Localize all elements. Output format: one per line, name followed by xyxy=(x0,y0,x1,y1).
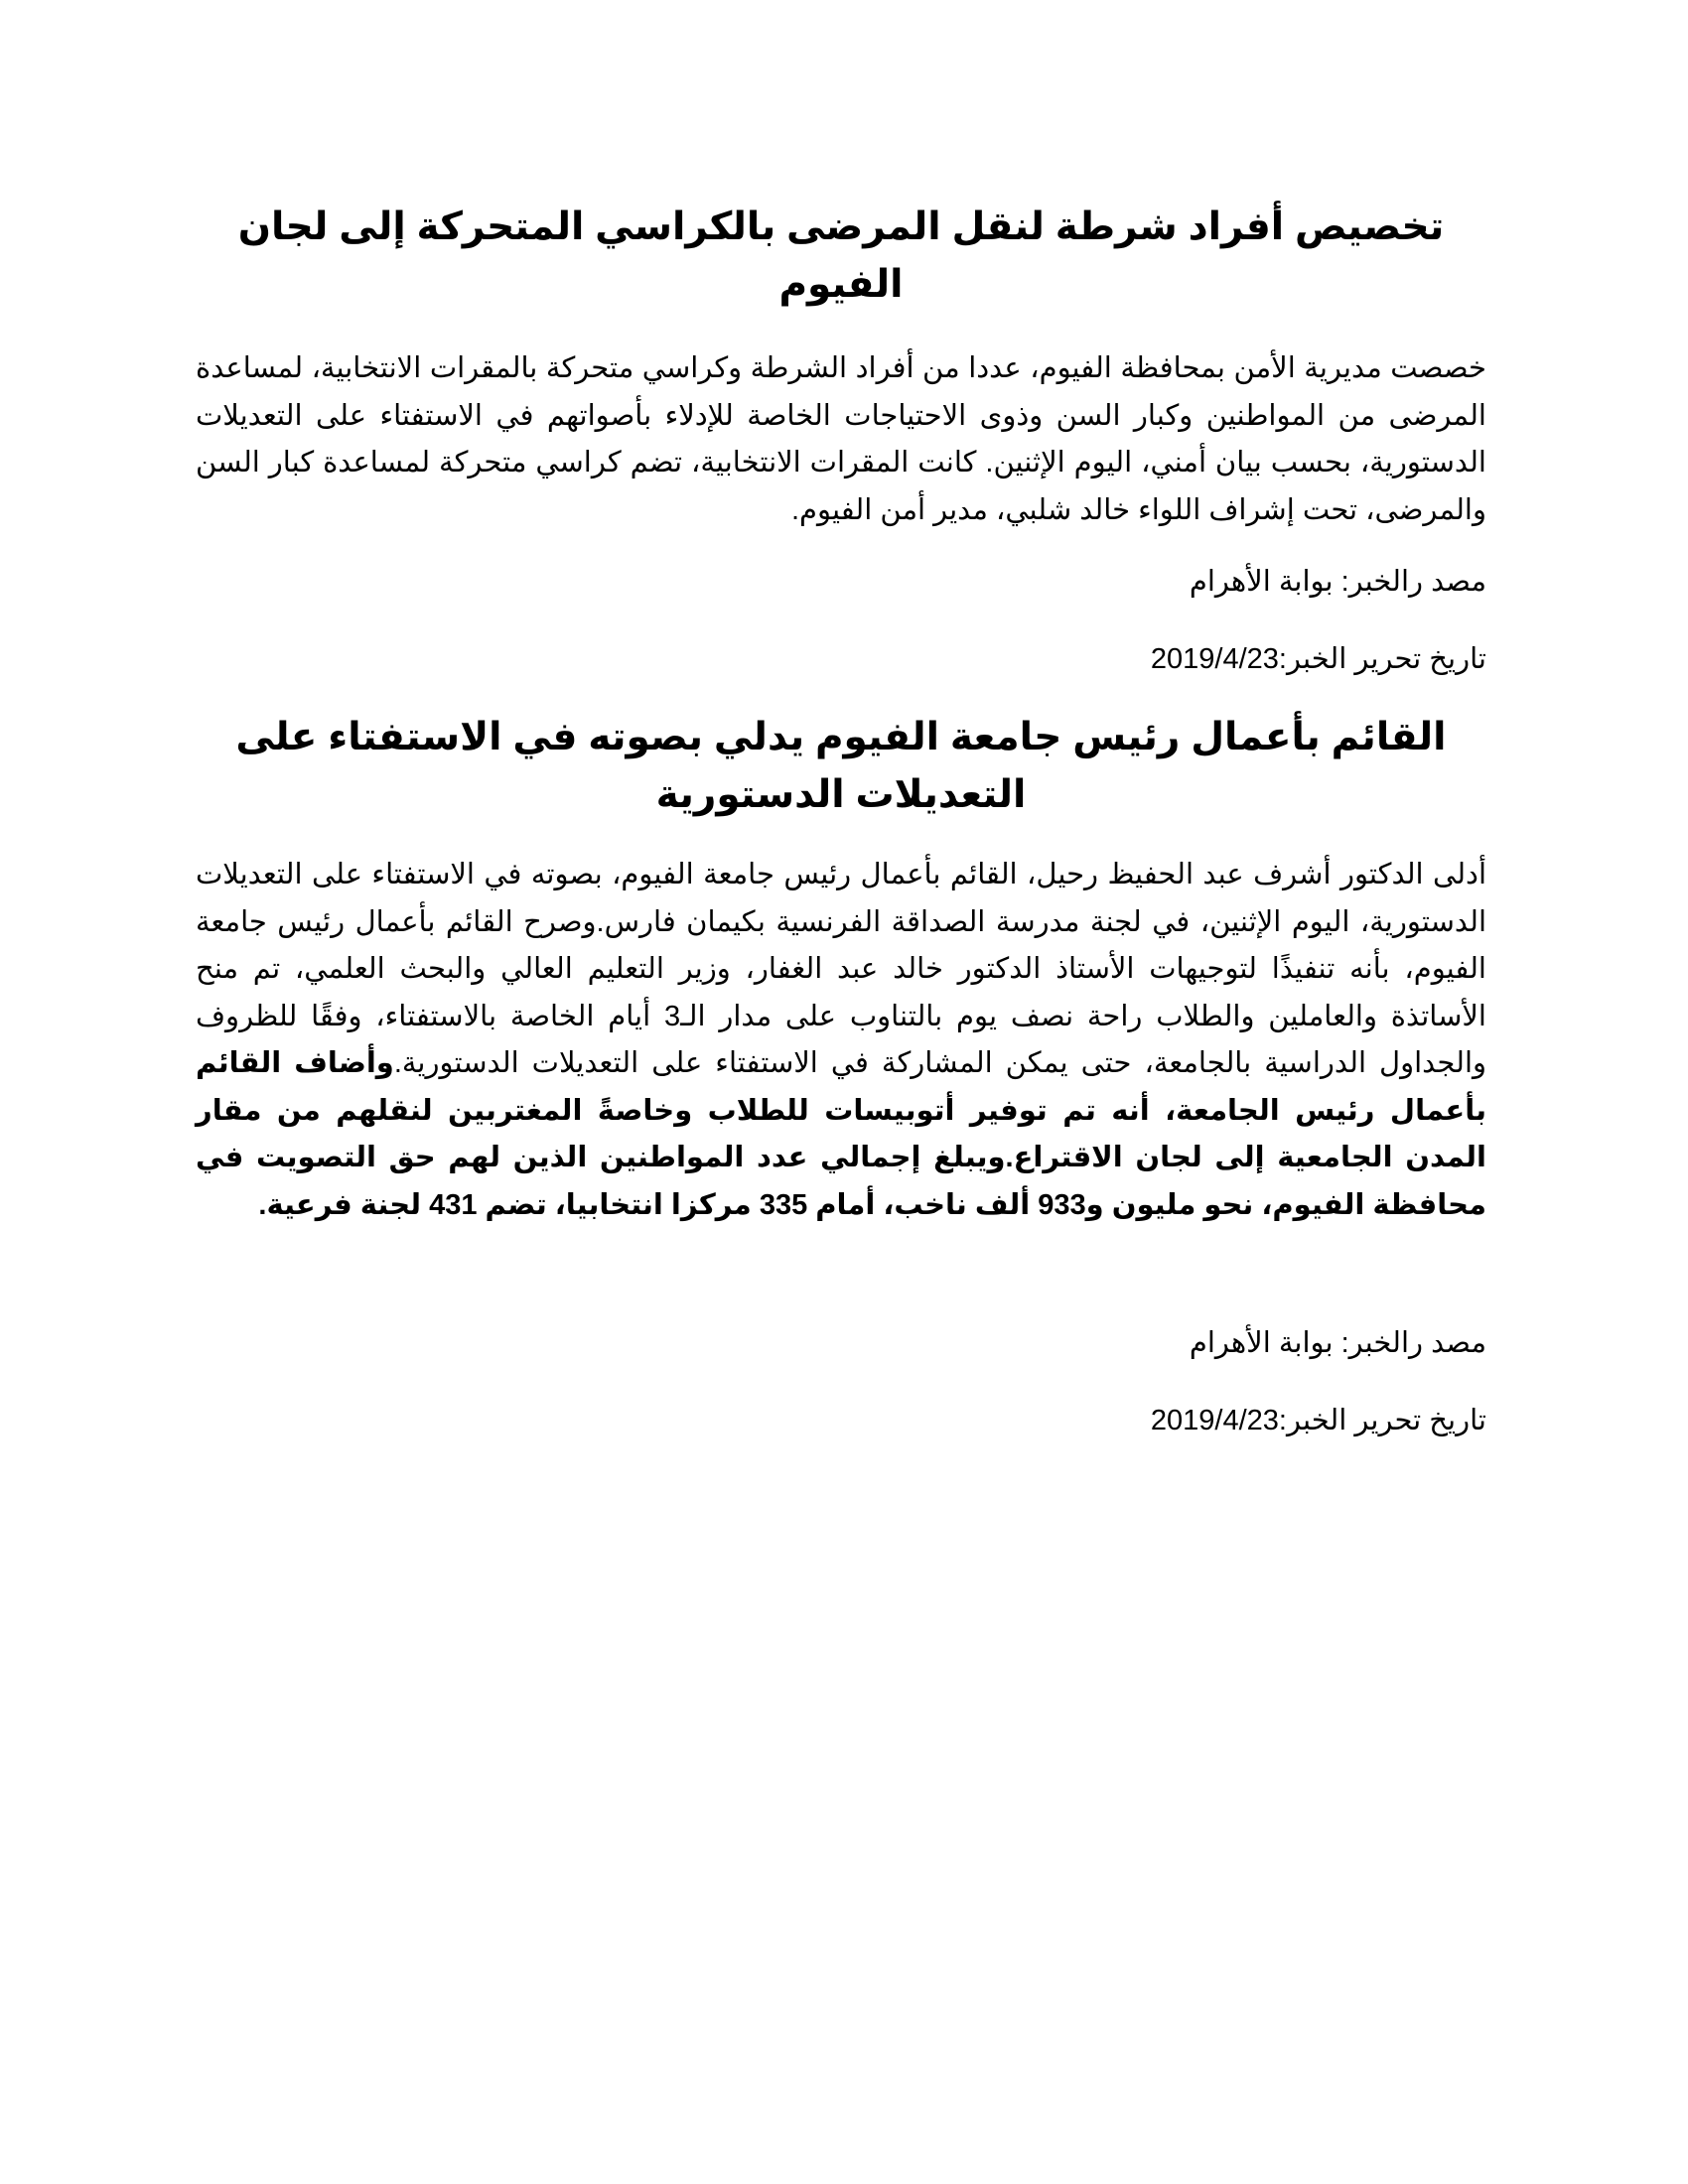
article-2-paragraph xyxy=(196,852,1486,1229)
article-2-date xyxy=(196,1401,1486,1440)
article-1-date xyxy=(196,639,1486,679)
document-content xyxy=(196,179,1486,1440)
article-2-source: مصد رالخبر: بوابة الأهرام xyxy=(1189,1327,1486,1359)
article-2-date-value: 2019/4/23 xyxy=(1150,1405,1279,1436)
article-2-title: القائم بأعمال رئيس جامعة الفيوم يدلي بصوته في الاستفتاء على التعديلات الدستورية xyxy=(235,716,1447,816)
article-2-date-label: تاريخ تحرير الخبر: xyxy=(1278,1405,1486,1436)
article-1-date-value: 2019/4/23 xyxy=(1150,643,1279,675)
article-2-paragraph-bold: وأضاف القائم بأعمال رئيس الجامعة، أنه تم توفير أتوبيسات للطلاب وخاصةً المغتربين لنقلهم من مقار المدن الجامعية إلى لجان الاقتراع.ويبلغ إجمالي عدد المواطنين الذين لهم حق التصويت في محافظة الفيوم، نحو مليون و933 ألف ناخب، أمام 335 مركزا انتخابيا، تضم 431 لجنة فرعية. xyxy=(196,1047,1486,1221)
article-1-date-label: تاريخ تحرير الخبر: xyxy=(1278,643,1486,675)
article-1-source: مصد رالخبر: بوابة الأهرام xyxy=(1189,566,1486,598)
article-1-title: تخصيص أفراد شرطة لنقل المرضى بالكراسي المتحركة إلى لجان الفيوم xyxy=(237,205,1445,306)
article-1 xyxy=(196,199,1486,679)
article-2-paragraph-regular: أدلى الدكتور أشرف عبد الحفيظ رحيل، القائم بأعمال رئيس جامعة الفيوم، بصوته في الاستفتاء على التعديلات الدستورية، اليوم الإثنين، في لجنة مدرسة الصداقة الفرنسية بكيمان فارس.وصرح القائم بأعمال رئيس جامعة الفيوم، بأنه تنفيذًا لتوجيهات الأستاذ الدكتور خالد عبد الغفار، وزير التعليم العالي والبحث العلمي، تم منح الأساتذة والعاملين والطلاب راحة نصف يوم بالتناوب على مدار الـ3 أيام الخاصة بالاستفتاء، وفقًا للظروف والجداول الدراسية بالجامعة، حتى يمكن المشاركة في الاستفتاء على التعديلات الدستورية. xyxy=(196,859,1486,1079)
article-2 xyxy=(196,709,1486,1440)
article-1-paragraph: خصصت مديرية الأمن بمحافظة الفيوم، عددا من أفراد الشرطة وكراسي متحركة بالمقرات الانتخابية، لمساعدة المرضى من المواطنين وكبار السن وذوى الاحتياجات الخاصة للإدلاء بأصواتهم في الاستفتاء على التعديلات الدستورية، بحسب بيان أمني، اليوم الإثنين. كانت المقرات الانتخابية، تضم كراسي متحركة لمساعدة كبار السن والمرضى، تحت إشراف اللواء خالد شلبي، مدير أمن الفيوم. xyxy=(196,352,1486,526)
